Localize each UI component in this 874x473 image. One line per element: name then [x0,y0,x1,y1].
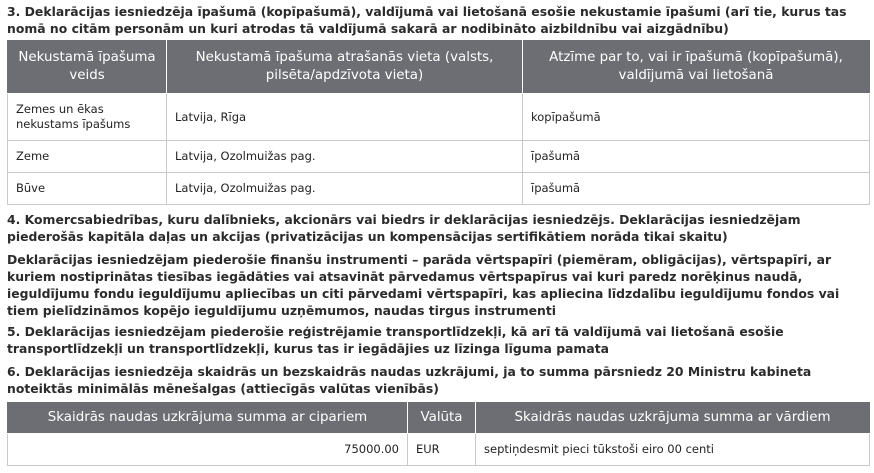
currency-cell: EUR [408,434,476,466]
property-type-cell: Zemes un ēkas nekustams īpašums [8,94,167,141]
col-property-type: Nekustamā īpašuma veids [8,41,167,94]
cash-savings-table [7,402,870,466]
table-row [8,94,870,141]
cash-header-row [8,403,870,434]
ownership-status-cell: kopīpašumā [523,94,870,141]
property-location-cell: Latvija, Ozolmuižas pag. [167,141,523,173]
real-estate-header-row [8,41,870,94]
real-estate-table [7,40,870,205]
property-location-cell: Latvija, Ozolmuižas pag. [167,173,523,205]
amount-digits-cell: 75000.00 [8,434,408,466]
col-amount-digits: Skaidrās naudas uzkrājuma summa ar cipariem [8,403,408,434]
financial-instruments-heading: Deklarācijas iesniedzējam piederošie finanšu instrumenti – parāda vērtspapīri (piemēram, obligācijas), vērtspapīri, ar kuriem nostiprinātas tiesības iegādāties vai atsavināt pārvedamus vērtspapīrus vai kuri paredz norēķinus naudā, ieguldījumu fondu ieguldījumu apliecības un citi pārvedami vērtspapīri, kas apliecina līdzdalību ieguldījumu fondos vai tiem pielīdzināmos kopējo ieguldījumu uzņēmumos, naudas tirgus instrumenti [7,252,840,318]
table-row [8,141,870,173]
section-3-heading: 3. Deklarācijas iesniedzēja īpašumā (kopīpašumā), valdījumā vai lietošanā esošie nekustamie īpašumi (arī tie, kurus tas nomā no citām personām un kuri atrodas tā valdījumā sakarā ar nodibināto aizbildnību vai aizgādnību) [7,4,847,36]
section-6-heading: 6. Deklarācijas iesniedzēja skaidrās un bezskaidrās naudas uzkrājumi, ja to summa pārsniedz 20 Ministru kabineta noteiktās minimālās mēnešalgas (attiecīgās valūtas vienībās) [7,364,812,396]
ownership-status-cell: īpašumā [523,173,870,205]
col-amount-words: Skaidrās naudas uzkrājuma summa ar vārdiem [476,403,870,434]
col-property-location: Nekustamā īpašuma atrašanās vieta (valsts, pilsēta/apdzīvota vieta) [167,41,523,94]
property-type-cell: Zeme [8,141,167,173]
col-currency: Valūta [408,403,476,434]
section-5-heading: 5. Deklarācijas iesniedzējam piederošie reģistrējamie transportlīdzekļi, kā arī tā valdījumā vai lietošanā esošie transportlīdzekļi un transportlīdzekļi, kurus tas ir iegādājies uz līzinga līguma pamata [7,324,784,356]
table-row [8,173,870,205]
amount-words-cell: septiņdesmit pieci tūkstoši eiro 00 centi [476,434,870,466]
section-4-heading: 4. Komercsabiedrības, kuru dalībnieks, akcionārs vai biedrs ir deklarācijas iesniedzējs. Deklarācijas iesniedzējam piederošās kapitāla daļas un akcijas (privatizācijas un kompensācijas sertifikātiem norāda tikai skaitu) [7,212,801,244]
table-row [8,434,870,466]
col-ownership-status: Atzīme par to, vai ir īpašumā (kopīpašumā), valdījumā vai lietošanā [523,41,870,94]
property-type-cell: Būve [8,173,167,205]
property-location-cell: Latvija, Rīga [167,94,523,141]
ownership-status-cell: īpašumā [523,141,870,173]
